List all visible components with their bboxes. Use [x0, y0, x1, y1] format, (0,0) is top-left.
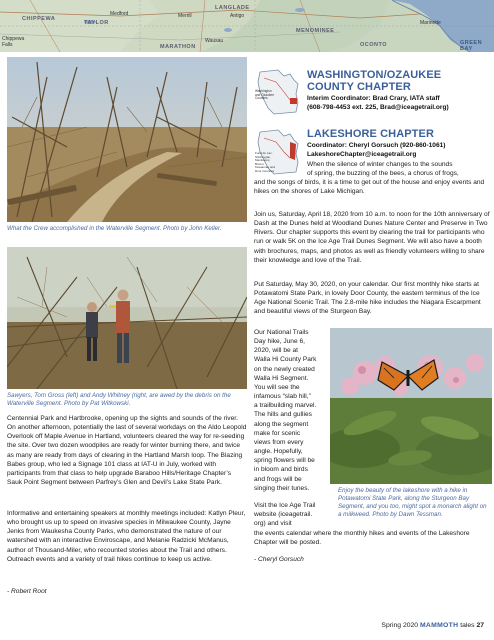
p3-line: make for scenic	[254, 429, 301, 437]
washington-ozaukee-contact: (608-798-4453 ext. 225, Brad@iceagetrail.org)	[307, 104, 449, 111]
p3-line: Our National Trails	[254, 329, 309, 336]
p3-line: along the segment	[254, 420, 309, 428]
lakeshore-paragraph-2: Put Saturday, May 30, 2020, on your calendar. Our first monthly hike starts at Potawatomi State Park, in lovely Door County, the eastern terminus of the Ice Age National Scenic Trail. The 2.8-mile hike includes the Niagara Escarpment and beautiful views of the Sturgeon Bay.	[254, 281, 481, 316]
map-city-merrill: Merrill	[178, 13, 192, 19]
photo-waterville-crew	[7, 57, 247, 222]
map-city-wausau: Wausau	[205, 38, 224, 44]
footer-season: Spring 2020	[381, 622, 419, 629]
photo-monarch-milkweed-image	[330, 328, 492, 484]
lakeshore-paragraph-1: Join us, Saturday, April 18, 2020 from 10 a.m. to noon for the 10th anniversary of Dash at the Dunes held at Woodland Dunes Nature Center and Preserve in Two Rivers. Our chapter supports this event by clearing the trail for participants who run or walk 5K on the Ice Age Trail Dunes Segment. We will also have a booth with brochures, maps, and photos as well as friendly volunteers willing to share their knowledge and love of the Trail.	[254, 211, 490, 264]
p3-line: Walla Hi Segment.	[254, 374, 309, 382]
p3-line: on the newly created	[254, 365, 315, 373]
lakeshore-map	[254, 128, 306, 178]
page-number: 27	[476, 622, 484, 629]
lakeshore-intro-b: of spring, the buzzing of the bees, a chorus of frogs,	[307, 170, 459, 177]
lakeshore-map-label: Fond du Lac, Sheboygan, Manitowoc, Brown, Kewaunee and Door Counties	[255, 151, 276, 173]
photo-monarch-milkweed	[330, 328, 492, 484]
map-region-chippewa: CHIPPEWA	[22, 16, 56, 22]
lakeshore-paragraph-3	[254, 328, 328, 493]
map-city-chippewa-falls: Chippewa Falls	[2, 36, 25, 48]
map-city-marinette: Marinette	[420, 20, 441, 26]
map-region-taylor: TAYLOR	[84, 20, 109, 26]
footer-suffix: tales	[460, 622, 475, 629]
caption-waterville-crew: What the Crew accomplished in the Waterville Segment. Photo by John Keller.	[7, 225, 222, 232]
p3-line: spring flowers will be	[254, 457, 315, 465]
p4-line: Visit the Ice Age Trail	[254, 502, 316, 509]
p3-line: a trailbuilding marvel.	[254, 402, 317, 410]
p3-line: singing their tunes.	[254, 484, 310, 492]
p4-line: website (iceagetrail.	[254, 511, 313, 519]
p3-line: and frogs will be	[254, 475, 302, 483]
page-footer	[381, 622, 484, 629]
lakeshore-title: LAKESHORE CHAPTER	[307, 128, 434, 140]
region-map-banner	[0, 0, 494, 52]
left-paragraph-1: Centennial Park and Hartbrooke, opening up the sights and sounds of the river. On another afternoon, potentially the last of several workdays on the Aldo Leopold Overlook off Maple Avenue in Hartland, volunteers cleared the way for re-seeding the site. Over two dozen woodpiles are ready for winter burning there, and twice as many are ready from days of clearing in the Hartland Marsh loop. The Blazing Babes group, who led a Signage 101 class at IAT-U in July, worked with participants from that class to help upgrade Baraboo Hills/Heritage Chapter’s Sauk Point Segment between Parfrey’s Glen and Devil’s Lake State Park.	[7, 415, 247, 487]
washington-ozaukee-map	[254, 68, 306, 118]
washington-ozaukee-title-1: WASHINGTON/OZAUKEE	[307, 69, 442, 81]
p3-line: views from every	[254, 438, 304, 446]
p3-line: infamous “slab hill,”	[254, 393, 311, 401]
lakeshore-coordinator: Coordinator: Cheryl Gorsuch (920-860-1061)	[307, 142, 446, 149]
map-region-marathon: MARATHON	[160, 44, 196, 50]
map-water-green-bay: GREEN BAY	[460, 40, 483, 52]
lakeshore-signature: - Cheryl Gorsuch	[254, 556, 304, 563]
footer-brand: MAMMOTH	[419, 622, 459, 629]
washington-ozaukee-title-2: COUNTY CHAPTER	[307, 81, 411, 93]
washington-ozaukee-coordinator: Interim Coordinator: Brad Crary, IATA staff	[307, 95, 440, 102]
p3-line: 2020, will be at	[254, 347, 298, 355]
map-region-oconto: OCONTO	[360, 42, 388, 48]
lakeshore-paragraph-4-start	[254, 501, 334, 528]
lakeshore-email: LakeshoreChapter@iceagetrail.org	[307, 151, 417, 158]
lakeshore-intro-c: and the songs of birds, it is a time to get out of the house and enjoy events and hikes on the shores of Lake Michigan.	[254, 179, 485, 196]
p3-line: angle. Hopefully,	[254, 448, 303, 456]
photo-waterville-crew-image	[7, 57, 247, 222]
map-region-langlade: LANGLADE	[215, 5, 250, 11]
lakeshore-paragraph-4-end: the events calendar where the monthly hikes and events of the Lakeshore Chapter will be posted.	[254, 530, 470, 547]
left-paragraph-2: Informative and entertaining speakers at monthly meetings included: Katlyn Pleur, who brought us up to speed on invasive species in Milwaukee County, Jayne Jenks from Waukesha County Parks, who demonstrated the nature of our watershed with an interactive Enviroscape, and Melanie Radzicki McManus, author of Thousand-Miler, who recounted stories about the Trail and others. Outreach events and a variety of trail hikes continue to keep us active.	[7, 510, 246, 563]
washington-ozaukee-map-label: Washington and Ozaukee Counties	[255, 89, 274, 101]
map-region-menominee: MENOMINEE	[296, 28, 335, 34]
caption-sawyers: Sawyers, Tom Gross (left) and Andy Whitney (right, are awed by the debris on the Waterville Segment. Photo by Pat Witkowski.	[7, 392, 231, 407]
photo-sawyers-image	[7, 247, 247, 389]
caption-monarch: Enjoy the beauty of the lakeshore with a hike in Potawatomi State Park, along the Sturgeon Bay Segment, and you too, might spot a monarch alight on a milkweed. Photo by Dawn Tessman.	[338, 487, 487, 518]
map-city-medford: Medford	[110, 11, 129, 17]
p3-line: Day hike, June 6,	[254, 338, 305, 346]
lakeshore-intro-a: When the silence of winter changes to the sounds	[307, 161, 453, 168]
p3-line: in bloom and birds	[254, 466, 308, 474]
p4-line: org) and visit	[254, 520, 292, 528]
photo-sawyers	[7, 247, 247, 389]
p3-line: The hills and gullies	[254, 411, 312, 419]
left-signature: - Robert Root	[7, 588, 47, 595]
p3-line: Walla Hi County Park	[254, 356, 317, 364]
map-city-antigo: Antigo	[230, 13, 245, 19]
p3-line: You will see the	[254, 383, 300, 391]
